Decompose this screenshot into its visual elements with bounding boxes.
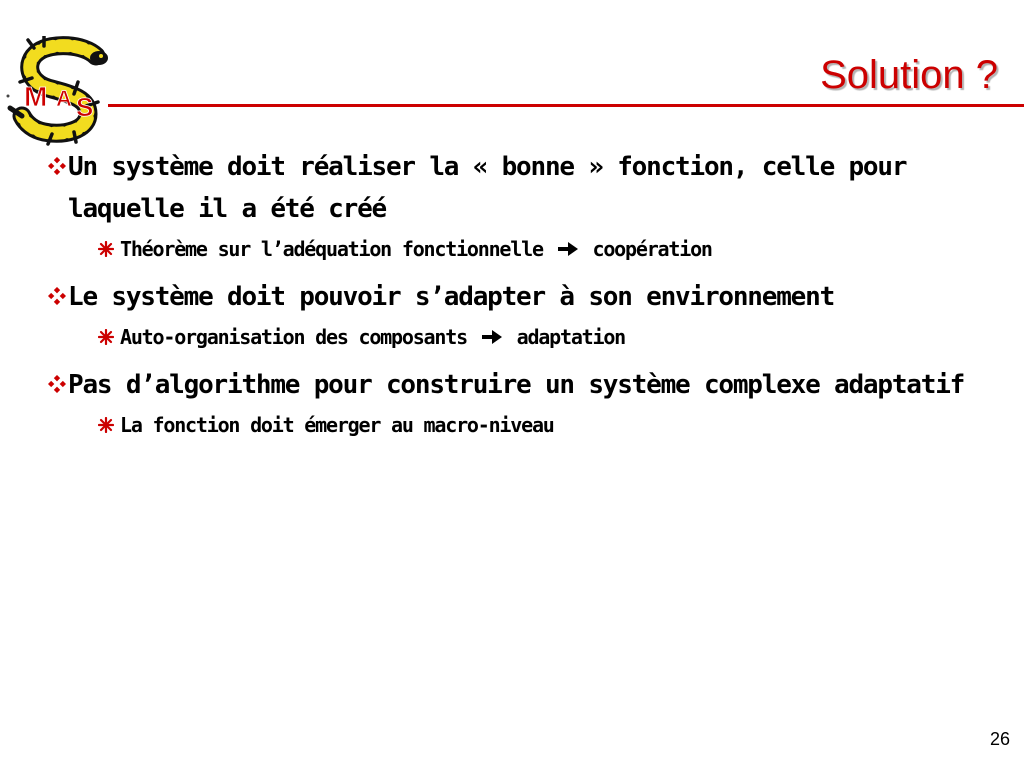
asterisk-bullet-icon bbox=[98, 241, 114, 257]
sub-bullet-2-result: adaptation bbox=[516, 325, 626, 349]
bullet-2-text: Le système doit pouvoir s’adapter à son environnement bbox=[68, 282, 835, 312]
diamond-bullet-icon bbox=[48, 375, 66, 393]
slide-title: Solution ? bbox=[820, 53, 998, 97]
slide-content bbox=[48, 146, 978, 452]
diamond-bullet-icon bbox=[48, 287, 66, 305]
svg-text:M: M bbox=[24, 81, 48, 112]
mas-salamander-logo bbox=[4, 36, 122, 146]
asterisk-bullet-icon bbox=[98, 329, 114, 345]
bullet-3-text: Pas d’algorithme pour construire un système complexe adaptatif bbox=[68, 370, 965, 400]
bullet-1 bbox=[48, 146, 978, 230]
sub-bullet-1-text: Théorème sur l’adéquation fonctionnelle bbox=[120, 237, 543, 261]
asterisk-bullet-icon bbox=[98, 417, 114, 433]
title-rule bbox=[108, 104, 1024, 107]
diamond-bullet-icon bbox=[48, 157, 66, 175]
svg-text:A: A bbox=[56, 86, 72, 111]
sub-bullet-2-text: Auto-organisation des composants bbox=[120, 325, 467, 349]
svg-text:S: S bbox=[76, 92, 94, 122]
page-number: 26 bbox=[989, 729, 1010, 749]
sub-bullet-2 bbox=[98, 322, 978, 352]
right-arrow-icon bbox=[480, 329, 504, 345]
sub-bullet-1 bbox=[98, 234, 978, 264]
sub-bullet-3 bbox=[98, 410, 978, 440]
right-arrow-icon bbox=[556, 241, 580, 257]
bullet-1-text: Un système doit réaliser la « bonne » fonction, celle pour laquelle il a été créé bbox=[68, 152, 907, 224]
bullet-3 bbox=[48, 364, 978, 406]
bullet-2 bbox=[48, 276, 978, 318]
sub-bullet-1-result: coopération bbox=[592, 237, 712, 261]
sub-bullet-3-text: La fonction doit émerger au macro-niveau bbox=[120, 413, 554, 437]
